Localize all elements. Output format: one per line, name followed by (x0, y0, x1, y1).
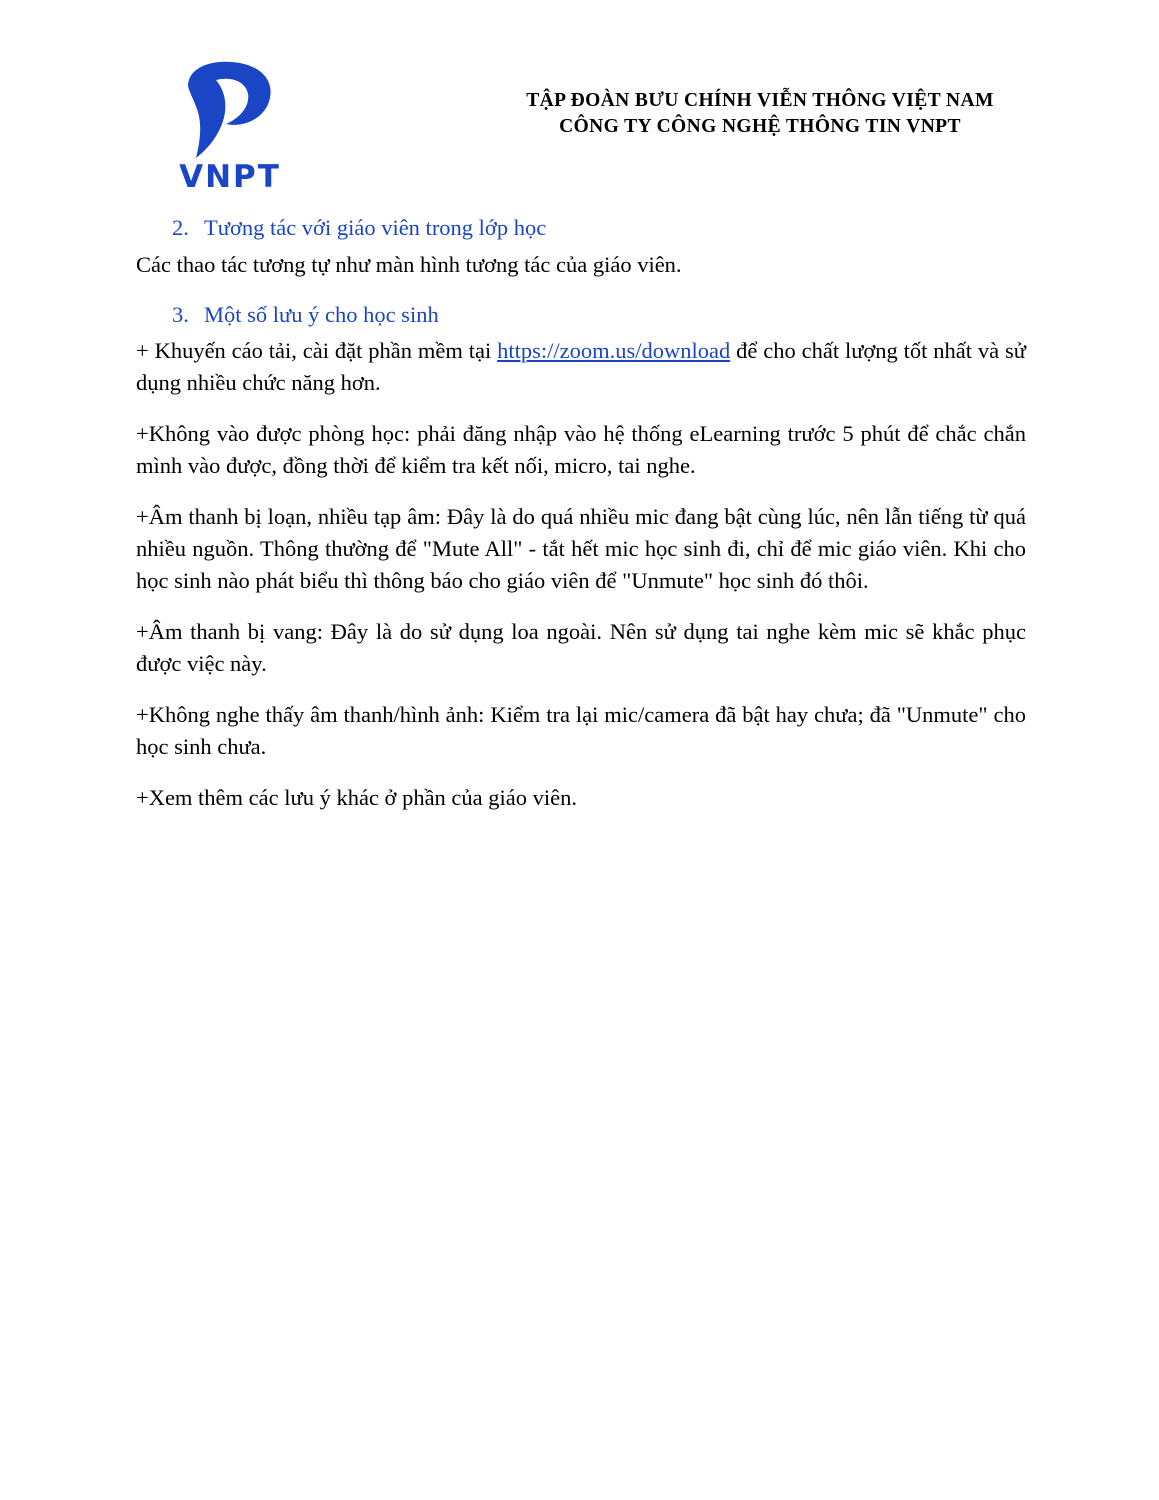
company-title (430, 88, 1090, 141)
zoom-download-link[interactable]: https://zoom.us/download (497, 338, 731, 364)
section-3-number: 3. (172, 301, 189, 327)
document-header (0, 58, 1159, 198)
section-3-paragraph-6: +Xem thêm các lưu ý khác ở phần của giáo viên. (136, 784, 578, 810)
document-body (136, 212, 1026, 815)
section-2-paragraph: Các thao tác tương tự như màn hình tương tác của giáo viên. (136, 251, 682, 277)
section-3-paragraph-1 (136, 335, 1026, 399)
vnpt-logo-icon (170, 58, 290, 163)
paragraph-1-text-before: + Khuyến cáo tải, cài đặt phần mềm tại (136, 338, 498, 364)
section-2-title: Tương tác với giáo viên trong lớp học (204, 215, 547, 240)
section-3-paragraph-5: +Không nghe thấy âm thanh/hình ảnh: Kiểm tra lại mic/camera đã bật hay chưa; đã "Unmute" cho học sinh chưa. (136, 701, 1026, 759)
section-3-heading (136, 299, 1026, 332)
section-3-paragraph-3: +Âm thanh bị loạn, nhiều tạp âm: Đây là do quá nhiều mic đang bật cùng lúc, nên lẫn tiếng từ quá nhiều nguồn. Thông thường để "Mute All" - tắt hết mic học sinh đi, chỉ để mic giáo viên. Khi cho học sinh nào phát biểu thì thông báo cho giáo viên để "Unmute" học sinh đó thôi. (136, 503, 1026, 593)
paragraph-1-text-after: để cho chất lượng tốt nhất và sử dụng nhiều chức năng hơn. (136, 338, 1026, 396)
vnpt-logo-text: VNPT (179, 159, 281, 195)
section-3-paragraph-4: +Âm thanh bị vang: Đây là do sử dụng loa ngoài. Nên sử dụng tai nghe kèm mic sẽ khắc phục được việc này. (136, 618, 1026, 676)
section-3-title: Một số lưu ý cho học sinh (204, 301, 439, 327)
section-3-paragraph-2: +Không vào được phòng học: phải đăng nhập vào hệ thống eLearning trước 5 phút để chắc chắn mình vào được, đồng thời để kiểm tra kết nối, micro, tai nghe. (136, 421, 1026, 478)
company-title-line2: CÔNG TY CÔNG NGHỆ THÔNG TIN VNPT (559, 116, 961, 138)
company-title-line1: TẬP ĐOÀN BƯU CHÍNH VIỄN THÔNG VIỆT NAM (526, 90, 994, 111)
section-2-number: 2. (172, 215, 189, 240)
section-2-heading (136, 212, 1026, 245)
vnpt-logo (150, 58, 310, 195)
